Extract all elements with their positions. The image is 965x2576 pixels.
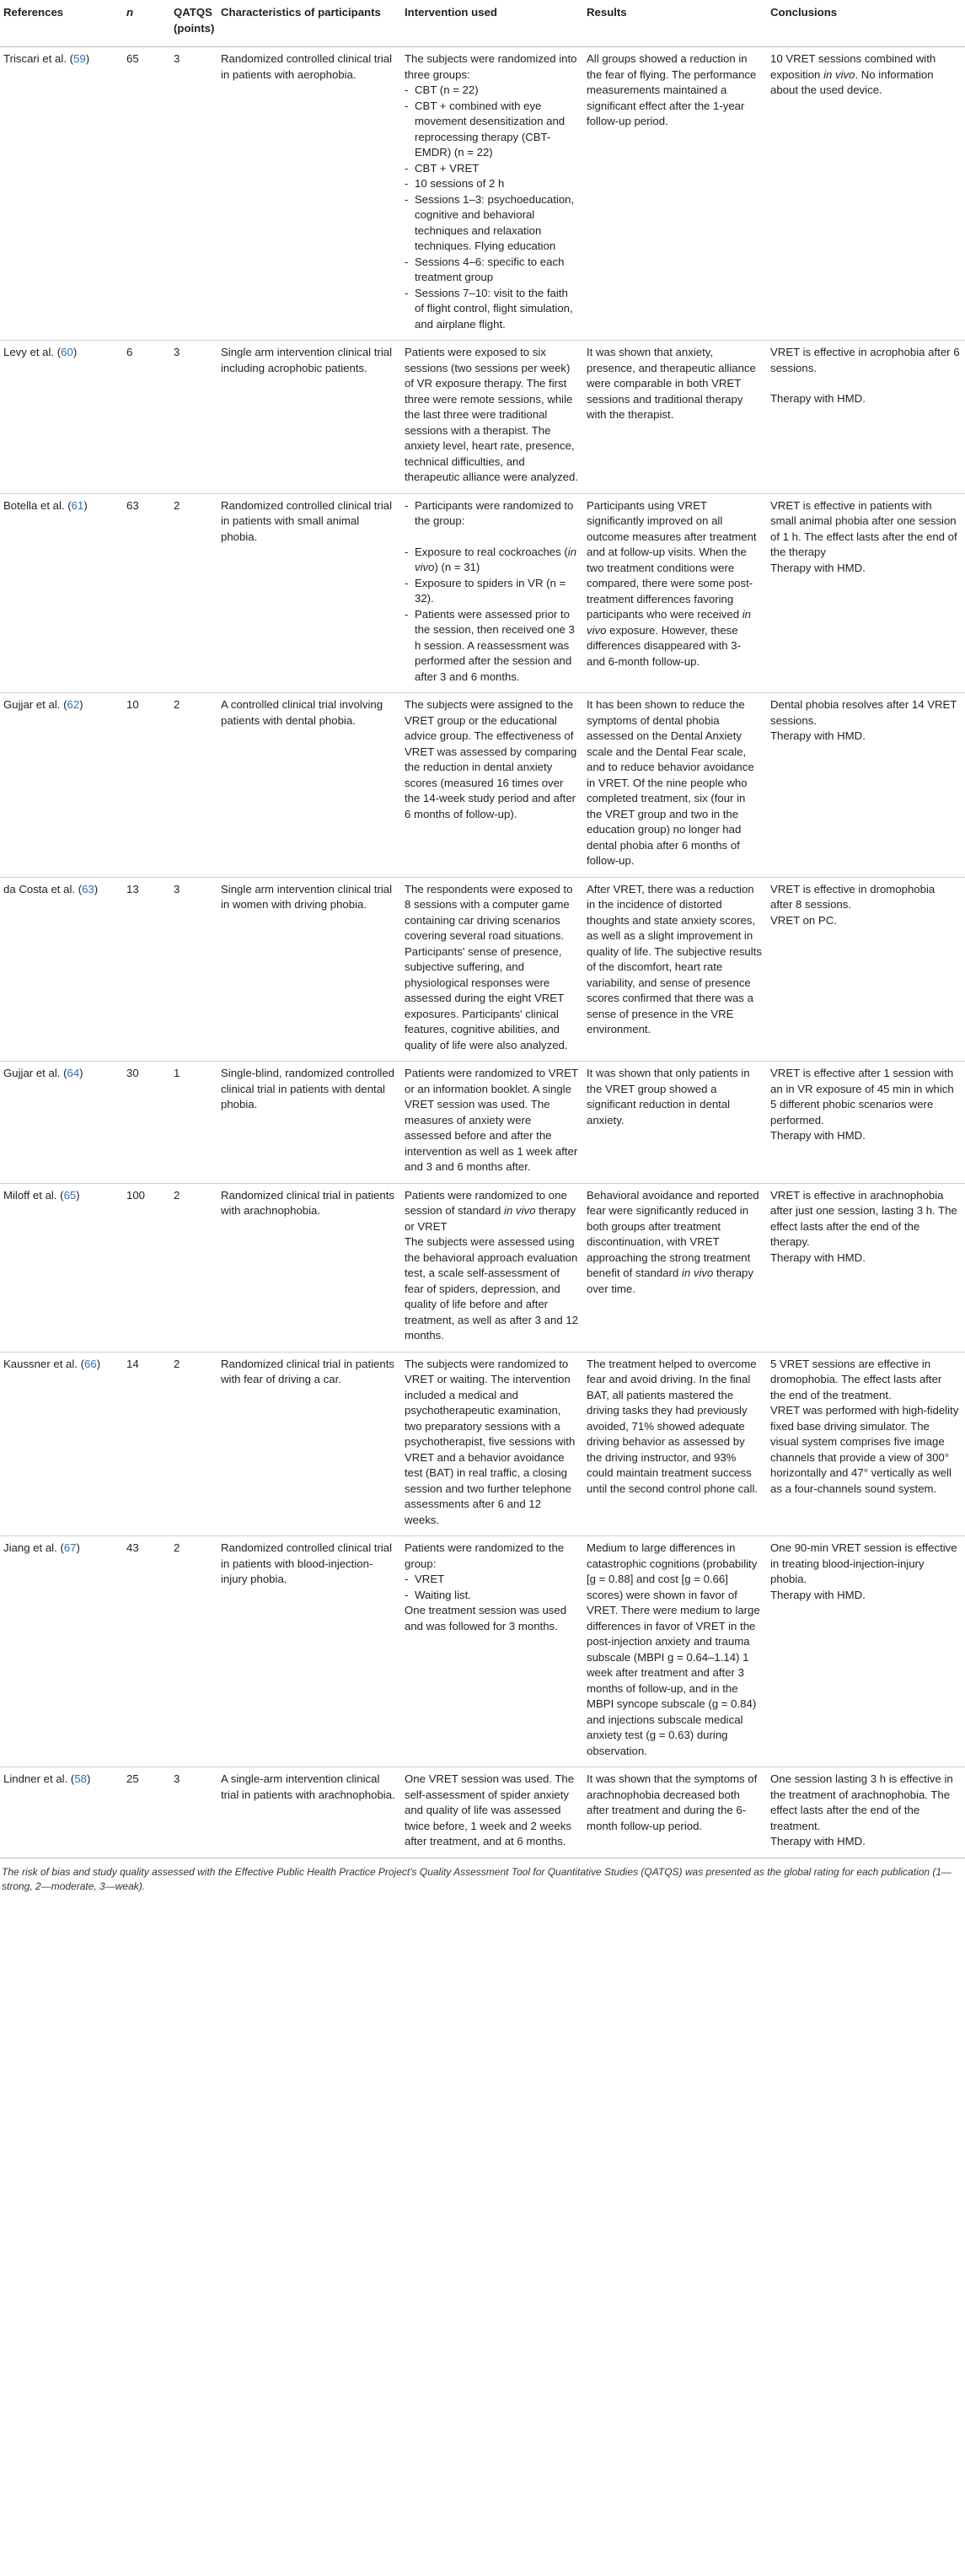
qatqs-cell: 2 xyxy=(170,1352,217,1536)
reference-cell: Miloff et al. (65) xyxy=(0,1183,123,1352)
table-row xyxy=(0,693,965,878)
intervention-cell: The respondents were exposed to 8 sessions with a computer game containing car driving scenarios covering several road situations. Participants' sense of presence, subjective suffering, and physiological responses were assessed during the eight VRET exposures. Participants' clinical features, cognitive abilities, and quality of life were also analyzed. xyxy=(401,877,583,1062)
qatqs-cell: 2 xyxy=(170,1183,217,1352)
reference-cell: Jiang et al. (67) xyxy=(0,1536,123,1767)
list-item: - CBT + VRET xyxy=(405,161,578,177)
results-cell: It has been shown to reduce the symptoms of dental phobia assessed on the Dental Anxiety scale and the Dental Fear scale, and to reduce behavior avoidance in VRET. Of the nine people who completed treatment, six (four in the VRET group and two in the education group) no longer had dental phobia after 6 months of follow-up. xyxy=(583,693,767,878)
results-cell: Behavioral avoidance and reported fear were significantly reduced in both groups after treatment discontinuation, with VRET approaching the strong treatment benefit of standard in vivo therapy over time. xyxy=(583,1183,767,1352)
reference-cell: Kaussner et al. (66) xyxy=(0,1352,123,1536)
n-cell: 65 xyxy=(123,47,170,341)
header-intervention: Intervention used xyxy=(401,0,583,47)
qatqs-cell: 2 xyxy=(170,493,217,693)
header-characteristics: Characteristics of participants xyxy=(217,0,401,47)
header-row xyxy=(0,0,965,47)
list-item: - Sessions 7–10: visit to the faith of flight control, flight simulation, and airplane flight. xyxy=(405,286,578,333)
characteristics-cell: Randomized controlled clinical trial in patients with small animal phobia. xyxy=(217,493,401,693)
table-row xyxy=(0,1536,965,1767)
conclusions-cell: 5 VRET sessions are effective in dromophobia. The effect lasts after the end of the treatment. VRET was performed with high-fidelity fixed base driving simulator. The visual system comprises five image channels that provide a view of 300° horizontally and 47° vertically as well as a four-channels sound system. xyxy=(767,1352,965,1536)
list-item: - 10 sessions of 2 h xyxy=(405,176,578,192)
header-references: References xyxy=(0,0,123,47)
qatqs-cell: 2 xyxy=(170,693,217,878)
results-cell: It was shown that only patients in the VRET group showed a significant reduction in dental anxiety. xyxy=(583,1062,767,1184)
reference-cell: Lindner et al. (58) xyxy=(0,1767,123,1858)
table-row xyxy=(0,1062,965,1184)
n-cell: 100 xyxy=(123,1183,170,1352)
characteristics-cell: Randomized controlled clinical trial in patients with blood-injection-injury phobia. xyxy=(217,1536,401,1767)
table-row xyxy=(0,877,965,1062)
table-body xyxy=(0,47,965,1858)
conclusions-cell: VRET is effective in arachnophobia after just one session, lasting 3 h. The effect lasts after the end of the therapy. Therapy with HMD. xyxy=(767,1183,965,1352)
intervention-cell: Patients were randomized to the group: - VRET - Waiting list. One treatment session was used and was followed for 3 months. xyxy=(401,1536,583,1767)
citation-link[interactable]: 65 xyxy=(63,1188,77,1202)
conclusions-cell: Dental phobia resolves after 14 VRET sessions. Therapy with HMD. xyxy=(767,693,965,878)
table-row xyxy=(0,1183,965,1352)
reference-cell: Triscari et al. (59) xyxy=(0,47,123,341)
list-item: - Sessions 1–3: psychoeducation, cognitive and behavioral techniques and relaxation techniques. Flying education xyxy=(405,192,578,255)
citation-link[interactable]: 66 xyxy=(84,1357,97,1370)
intervention-cell: The subjects were randomized into three groups: - CBT (n = 22) - CBT + combined with eye movement desensitization and reprocessing therapy (CBT-EMDR) (n = 22) - CBT + VRET - 10 sessions of 2 h - Sessions 1–3: psychoeducation, cognitive and behavioral techniques and relaxation techniques. Flying education - Sessions 4–6: specific to each treatment group - Sessions 7–10: visit to the faith of flight control, flight simulation, and airplane flight. xyxy=(401,47,583,341)
results-cell: All groups showed a reduction in the fear of flying. The performance measurements maintained a significant effect after the 1-year follow-up period. xyxy=(583,47,767,341)
reference-cell: Levy et al. (60) xyxy=(0,341,123,494)
citation-link[interactable]: 63 xyxy=(82,882,94,895)
reference-cell: Gujjar et al. (62) xyxy=(0,693,123,878)
n-cell: 6 xyxy=(123,341,170,494)
qatqs-cell: 2 xyxy=(170,1536,217,1767)
header-qatqs: QATQS (points) xyxy=(170,0,217,47)
n-cell: 13 xyxy=(123,877,170,1062)
reference-cell: Botella et al. (61) xyxy=(0,493,123,693)
intervention-cell: Patients were randomized to VRET or an information booklet. A single VRET session was used. The measures of anxiety were assessed before and after the intervention as well as 1 week after and 3 and 6 months after. xyxy=(401,1062,583,1184)
intervention-cell: Patients were randomized to one session of standard in vivo therapy or VRET The subjects were assessed using the behavioral approach evaluation test, a scale self-assessment of fear of spiders, depression, and quality of life before and after treatment, as well as after 3 and 12 months. xyxy=(401,1183,583,1352)
qatqs-cell: 3 xyxy=(170,877,217,1062)
conclusions-cell: One session lasting 3 h is effective in the treatment of arachnophobia. The effect lasts after the end of the treatment. Therapy with HMD. xyxy=(767,1767,965,1858)
citation-link[interactable]: 64 xyxy=(67,1067,80,1079)
citation-link[interactable]: 67 xyxy=(63,1541,77,1554)
header-conclusions: Conclusions xyxy=(767,0,965,47)
characteristics-cell: Single-blind, randomized controlled clinical trial in patients with dental phobia. xyxy=(217,1062,401,1184)
results-cell: After VRET, there was a reduction in the incidence of distorted thoughts and state anxiety scores, as well as a slight improvement in quality of life. The subjective results of the discomfort, heart rate variability, and sense of presence scores confirmed that there was a sense of presence in the VRE environment. xyxy=(583,877,767,1062)
table-row xyxy=(0,1352,965,1536)
citation-link[interactable]: 62 xyxy=(67,698,80,711)
list-item: - VRET xyxy=(405,1572,578,1588)
characteristics-cell: Randomized clinical trial in patients with arachnophobia. xyxy=(217,1183,401,1352)
characteristics-cell: Single arm intervention clinical trial including acrophobic patients. xyxy=(217,341,401,494)
qatqs-cell: 1 xyxy=(170,1062,217,1184)
qatqs-cell: 3 xyxy=(170,47,217,341)
n-cell: 63 xyxy=(123,493,170,693)
n-cell: 10 xyxy=(123,693,170,878)
qatqs-cell: 3 xyxy=(170,341,217,494)
conclusions-cell: 10 VRET sessions combined with exposition in vivo. No information about the used device. xyxy=(767,47,965,341)
results-cell: It was shown that anxiety, presence, and therapeutic alliance were comparable in both VRET sessions and traditional therapy with the therapist. xyxy=(583,341,767,494)
list-item: - Participants were randomized to the group: xyxy=(405,498,578,530)
results-cell: Medium to large differences in catastrophic cognitions (probability [g = 0.88] and cost [g = 0.66] scores) were shown in favor of VRET. There were medium to large differences in favor of VRET in the post-injection anxiety and trauma subscale (MBPI g = 0.64–1.14) 1 week after treatment and after 3 months of follow-up, and in the MBPI syncope subscale (g = 0.84) and injections subscale medical anxiety test (g = 0.63) during observation. xyxy=(583,1536,767,1767)
header-results: Results xyxy=(583,0,767,47)
list-item: - Exposure to real cockroaches (in vivo) (n = 31) xyxy=(405,545,578,576)
conclusions-cell: VRET is effective in acrophobia after 6 sessions. Therapy with HMD. xyxy=(767,341,965,494)
n-cell: 14 xyxy=(123,1352,170,1536)
characteristics-cell: A controlled clinical trial involving patients with dental phobia. xyxy=(217,693,401,878)
n-cell: 30 xyxy=(123,1062,170,1184)
intervention-cell: The subjects were randomized to VRET or waiting. The intervention included a medical and psychotherapeutic examination, two preparatory sessions with a psychotherapist, five sessions with VRET and a behavior avoidance test (BAT) in real traffic, a closing session and two further telephone assessments after 6 and 12 weeks. xyxy=(401,1352,583,1536)
list-item: - Exposure to spiders in VR (n = 32). xyxy=(405,576,578,607)
citation-link[interactable]: 59 xyxy=(73,52,86,65)
citation-link[interactable]: 61 xyxy=(71,498,84,512)
characteristics-cell: A single-arm intervention clinical trial in patients with arachnophobia. xyxy=(217,1767,401,1858)
results-cell: The treatment helped to overcome fear and avoid driving. In the final BAT, all patients mastered the driving tasks they had previously avoided, 71% showed adequate driving behavior as assessed by the driving instructor, and 93% could maintain treatment success until the second control phone call. xyxy=(583,1352,767,1536)
table-row xyxy=(0,493,965,693)
n-cell: 43 xyxy=(123,1536,170,1767)
characteristics-cell: Single arm intervention clinical trial in women with driving phobia. xyxy=(217,877,401,1062)
conclusions-cell: VRET is effective in dromophobia after 8 sessions. VRET on PC. xyxy=(767,877,965,1062)
conclusions-cell: VRET is effective after 1 session with an in VR exposure of 45 min in which 5 different phobic scenarios were performed. Therapy with HMD. xyxy=(767,1062,965,1184)
intervention-cell: Patients were exposed to six sessions (two sessions per week) of VR exposure therapy. The first three were remote sessions, while the last three were traditional sessions with a therapist. The anxiety level, heart rate, presence, technical difficulties, and therapeutic alliance were analyzed. xyxy=(401,341,583,494)
header-n: n xyxy=(123,0,170,47)
characteristics-cell: Randomized controlled clinical trial in patients with aerophobia. xyxy=(217,47,401,341)
list-item: - Sessions 4–6: specific to each treatment group xyxy=(405,255,578,286)
intervention-cell: The subjects were assigned to the VRET group or the educational advice group. The effectiveness of VRET was assessed by comparing the reduction in dental anxiety scores (measured 16 times over the 14-week study period and after 6 months of follow-up). xyxy=(401,693,583,878)
list-item: - CBT (n = 22) xyxy=(405,83,578,99)
n-cell: 25 xyxy=(123,1767,170,1858)
table-footnote: The risk of bias and study quality assessed with the Effective Public Health Practice Project's Quality Assessment Tool for Quantitative Studies (QATQS) was presented as the global rating for each publication (1—strong, 2—moderate, 3—weak). xyxy=(2,1865,952,1892)
citation-link[interactable]: 58 xyxy=(74,1772,87,1785)
list-item: - Waiting list. xyxy=(405,1588,578,1604)
table-row xyxy=(0,1767,965,1858)
table-row xyxy=(0,47,965,341)
list-item: - CBT + combined with eye movement desensitization and reprocessing therapy (CBT-EMDR) (n = 22) xyxy=(405,99,578,161)
qatqs-cell: 3 xyxy=(170,1767,217,1858)
table-header xyxy=(0,0,965,47)
intervention-cell: One VRET session was used. The self-assessment of spider anxiety and quality of life was assessed twice before, 1 week and 2 weeks after treatment, and at 6 months. xyxy=(401,1767,583,1858)
table-row xyxy=(0,341,965,494)
conclusions-cell: One 90-min VRET session is effective in treating blood-injection-injury phobia. Therapy with HMD. xyxy=(767,1536,965,1767)
characteristics-cell: Randomized clinical trial in patients with fear of driving a car. xyxy=(217,1352,401,1536)
conclusions-cell: VRET is effective in patients with small animal phobia after one session of 1 h. The effect lasts after the end of the therapy Therapy with HMD. xyxy=(767,493,965,693)
results-cell: It was shown that the symptoms of arachnophobia decreased both after treatment and during the 6-month follow-up period. xyxy=(583,1767,767,1858)
reference-cell: Gujjar et al. (64) xyxy=(0,1062,123,1184)
results-cell: Participants using VRET significantly improved on all outcome measures after treatment and at follow-up visits. When the two treatment conditions were compared, there were some post-treatment differences favoring participants who were received in vivo exposure. However, these differences disappeared with 3- and 6-month follow-up. xyxy=(583,493,767,693)
list-item: - Patients were assessed prior to the session, then received one 3 h session. A reassessment was performed after the session and after 3 and 6 months. xyxy=(405,607,578,686)
citation-link[interactable]: 60 xyxy=(61,346,73,358)
intervention-cell xyxy=(401,493,583,693)
reference-cell: da Costa et al. (63) xyxy=(0,877,123,1062)
